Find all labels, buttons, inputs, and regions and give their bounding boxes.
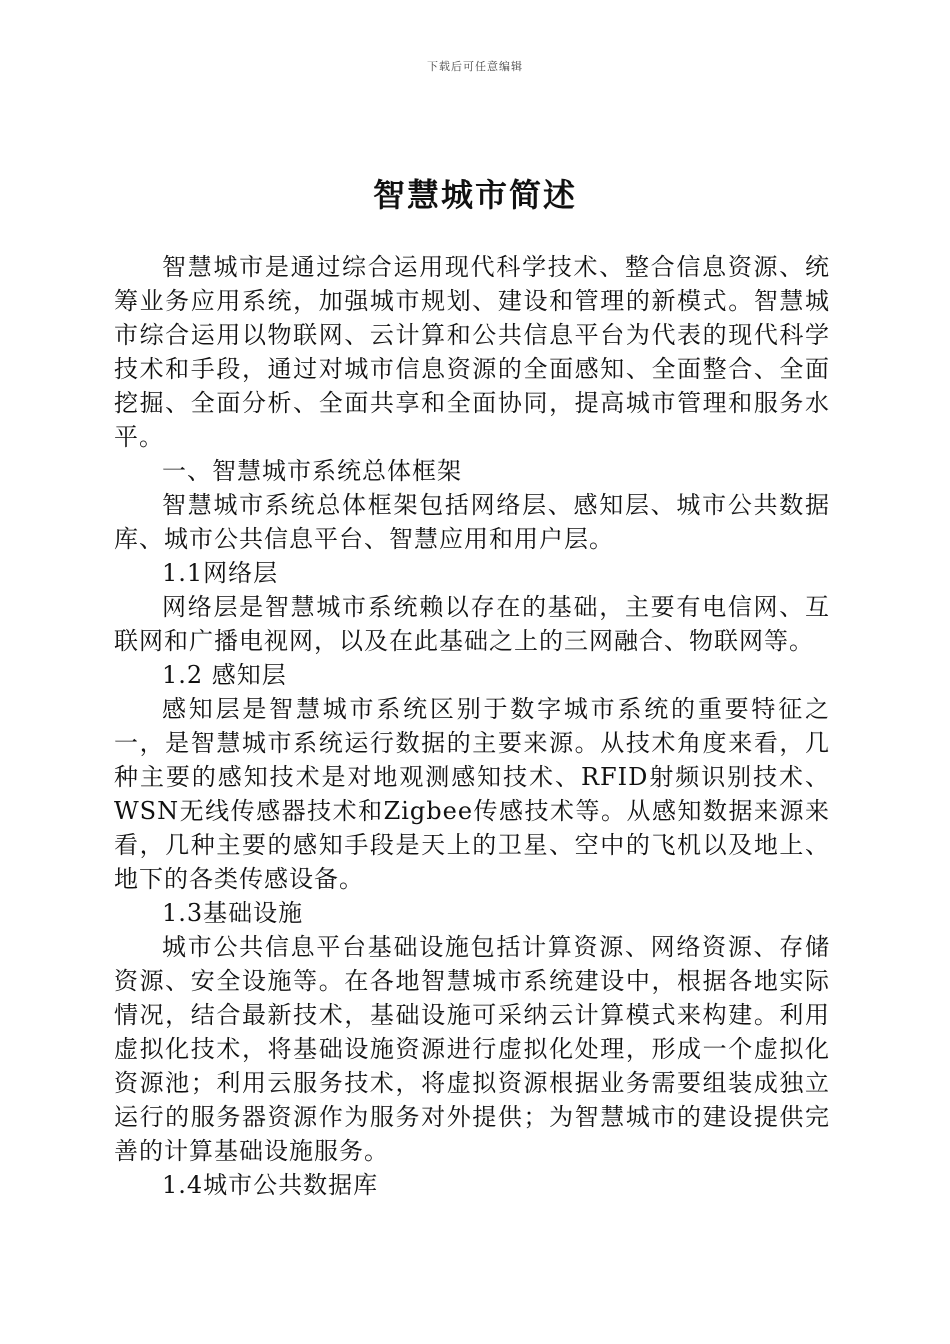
subsection-heading-infrastructure: 1.3基础设施 xyxy=(162,899,304,927)
header-note: 下载后可任意编辑 xyxy=(427,60,523,73)
perception-paragraph: 感知层是智慧城市系统区别于数字城市系统的重要特征之一，是智慧城市系统运行数据的主要来源。从技术角度来看，几种主要的感知技术是对地观测感知技术、RFID射频识别技术、WSN无线传感器技术和Zigbee传感技术等。从感知数据来源来看，几种主要的感知手段是天上的卫星、空中的飞机以及地上、地下的各类传感设备。 xyxy=(114,695,830,893)
intro-paragraph: 智慧城市是通过综合运用现代科学技术、整合信息资源、统筹业务应用系统，加强城市规划、建设和管理的新模式。智慧城市综合运用以物联网、云计算和公共信息平台为代表的现代科学技术和手段，通过对城市信息资源的全面感知、全面整合、全面挖掘、全面分析、全面共享和全面协同，提高城市管理和服务水平。 xyxy=(114,253,830,451)
framework-paragraph: 智慧城市系统总体框架包括网络层、感知层、城市公共数据库、城市公共信息平台、智慧应用和用户层。 xyxy=(114,491,830,553)
subsection-heading-network: 1.1网络层 xyxy=(162,559,279,587)
document-body xyxy=(114,250,830,1202)
infrastructure-paragraph: 城市公共信息平台基础设施包括计算资源、网络资源、存储资源、安全设施等。在各地智慧城市系统建设中，根据各地实际情况，结合最新技术，基础设施可采纳云计算模式来构建。利用虚拟化技术，将基础设施资源进行虚拟化处理，形成一个虚拟化资源池；利用云服务技术，将虚拟资源根据业务需要组装成独立运行的服务器资源作为服务对外提供；为智慧城市的建设提供完善的计算基础设施服务。 xyxy=(114,933,830,1165)
subsection-heading-perception: 1.2 感知层 xyxy=(162,661,287,689)
subsection-heading-database: 1.4城市公共数据库 xyxy=(162,1171,379,1199)
section-heading-framework: 一、智慧城市系统总体框架 xyxy=(162,457,462,485)
document-title: 智慧城市简述 xyxy=(372,176,577,214)
network-paragraph: 网络层是智慧城市系统赖以存在的基础，主要有电信网、互联网和广播电视网，以及在此基础之上的三网融合、物联网等。 xyxy=(114,593,830,655)
